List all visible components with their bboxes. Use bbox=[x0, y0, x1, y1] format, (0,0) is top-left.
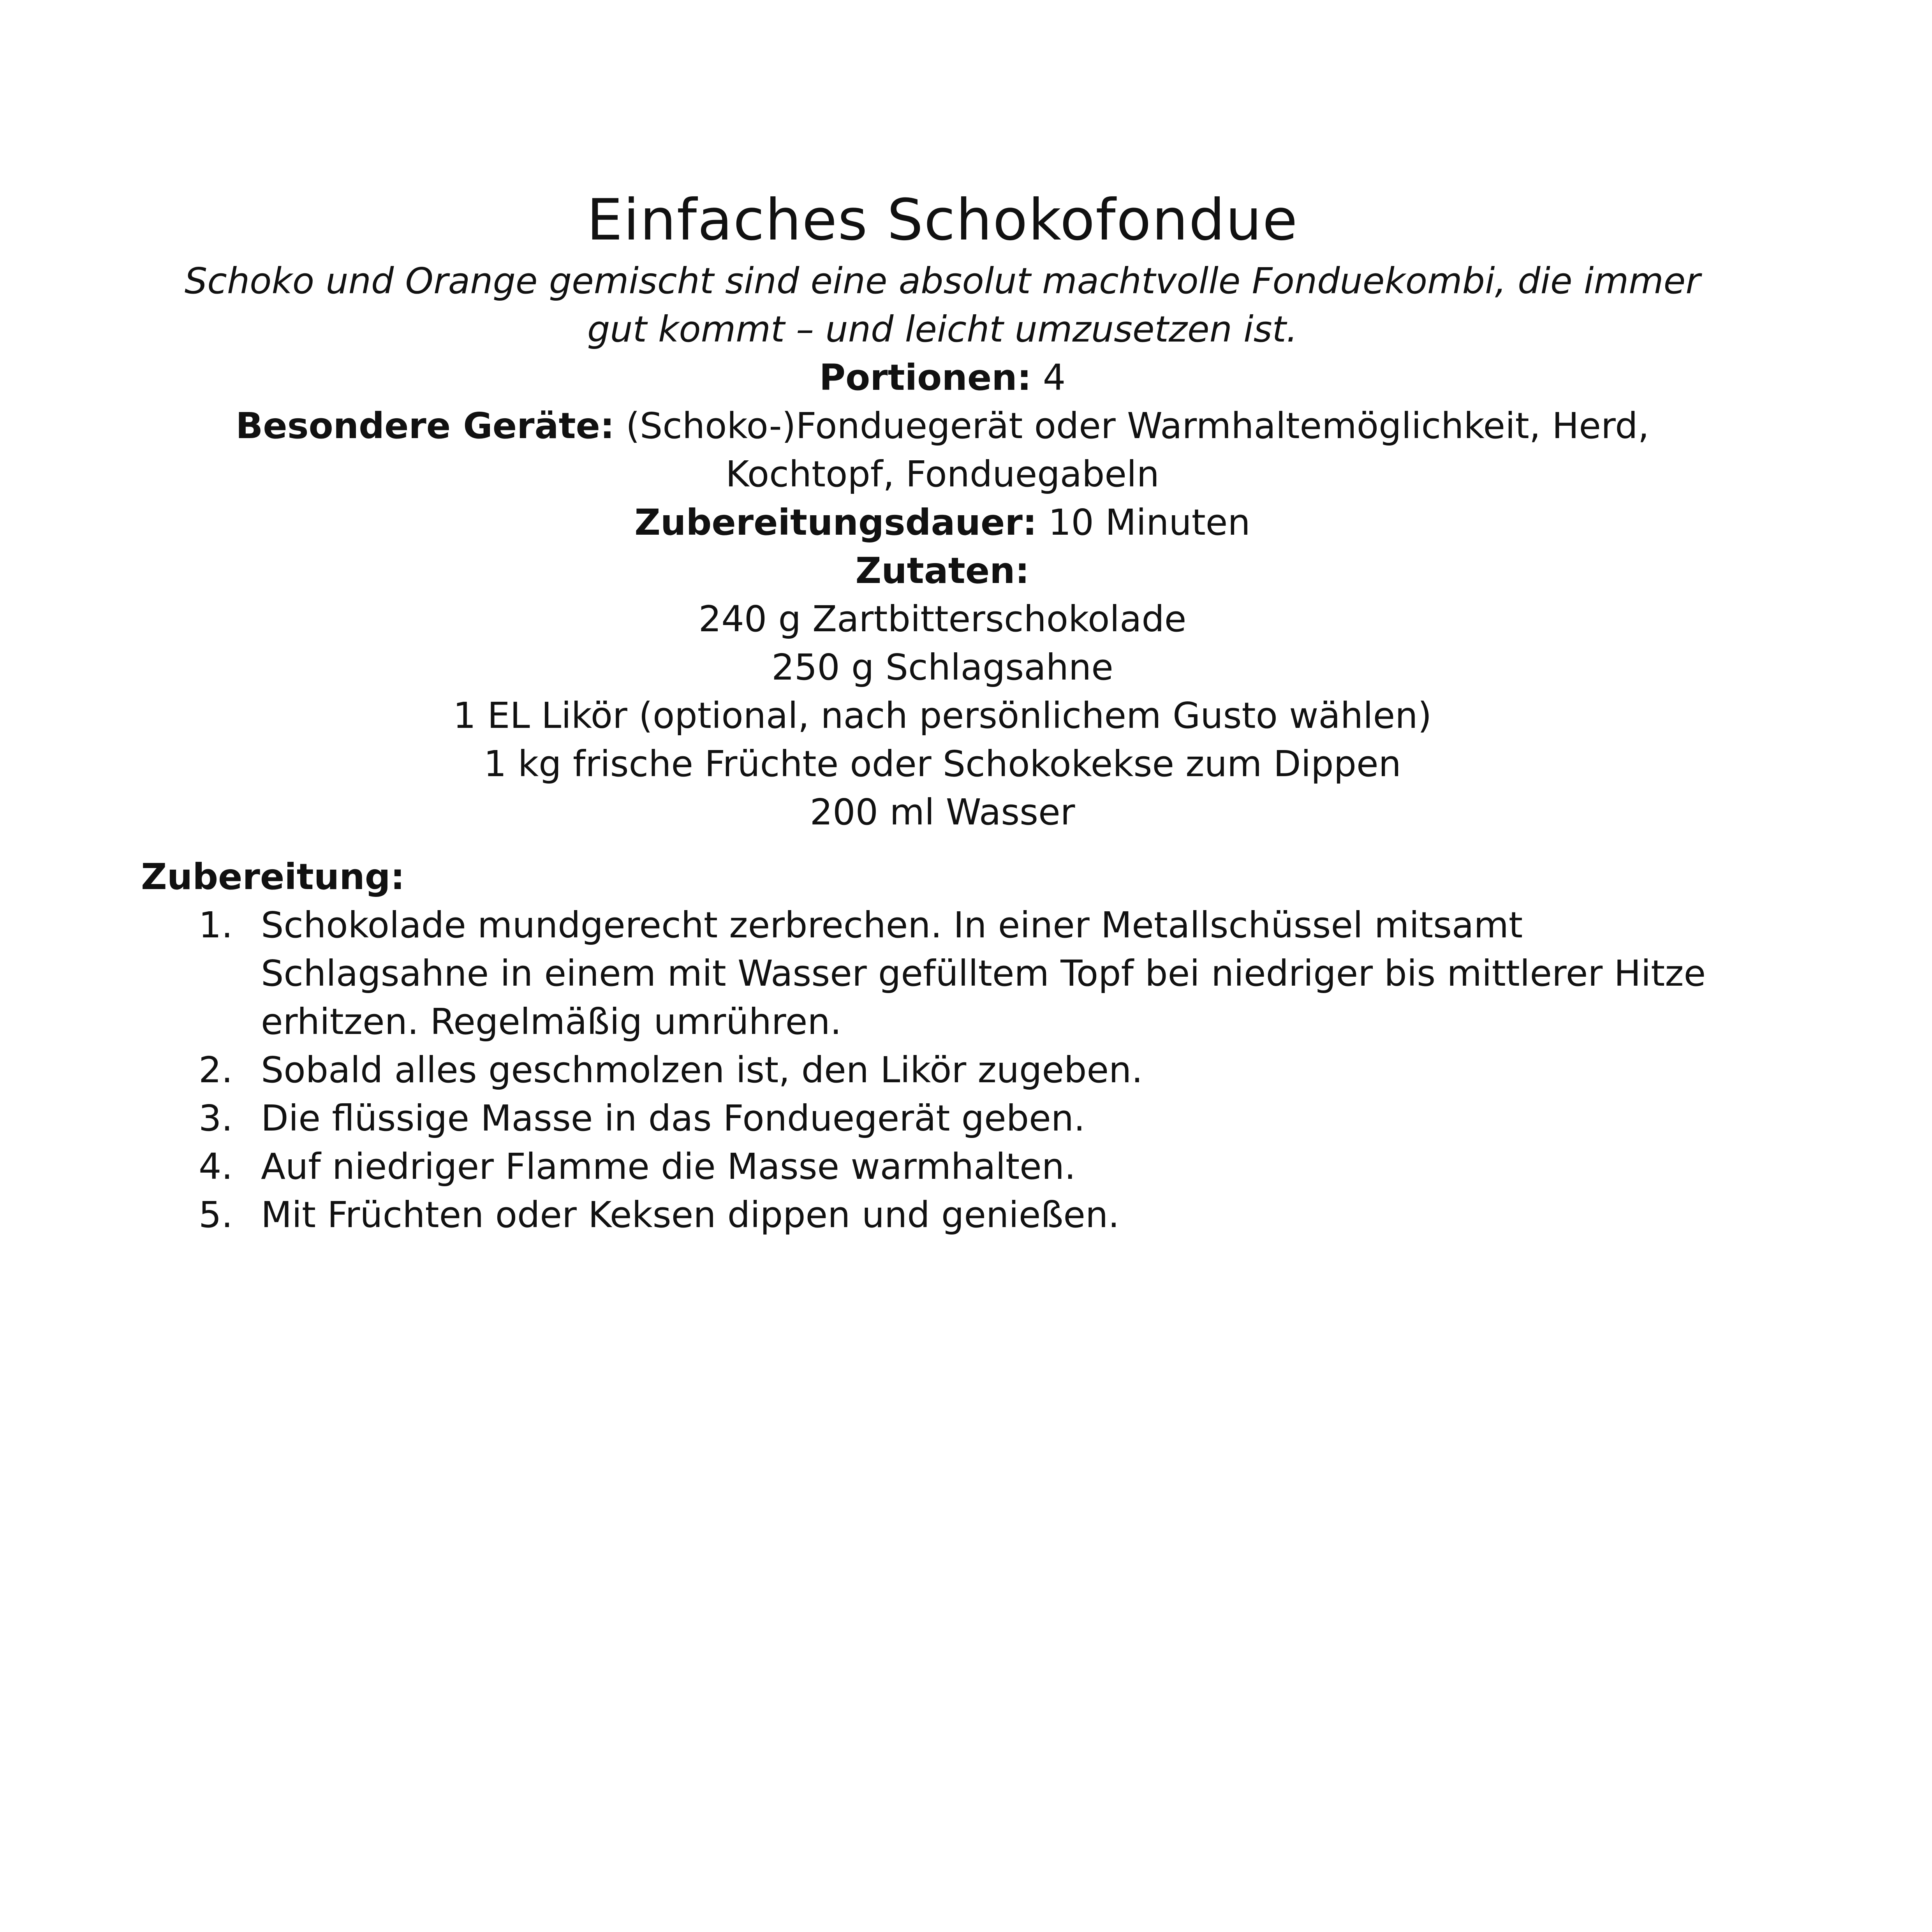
duration-line bbox=[164, 498, 1721, 547]
equipment-value: (Schoko-)Fonduegerät oder Warmhaltemöglichkeit, Herd, Kochtopf, Fonduegabeln bbox=[625, 405, 1649, 495]
duration-label: Zubereitungsdauer: bbox=[634, 502, 1037, 543]
step-text: Schokolade mundgerecht zerbrechen. In einer Metallschüssel mitsamt Schlagsahne in einem mit Wasser gefülltem Topf bei niedriger bis mittlerer Hitze erhitzen. Regelmäßig umrühren. bbox=[261, 904, 1706, 1043]
portions-line bbox=[164, 354, 1721, 402]
step-number: 5. bbox=[199, 1194, 233, 1236]
ingredients-list bbox=[164, 595, 1721, 837]
step-item bbox=[191, 901, 1710, 1046]
step-text: Mit Früchten oder Keksen dippen und genießen. bbox=[261, 1194, 1120, 1236]
step-text: Auf niedriger Flamme die Masse warmhalten. bbox=[261, 1146, 1076, 1187]
step-number: 3. bbox=[199, 1097, 233, 1139]
recipe-title: Einfaches Schokofondue bbox=[586, 187, 1298, 253]
step-item bbox=[191, 1143, 1710, 1191]
step-text: Sobald alles geschmolzen ist, den Likör zugeben. bbox=[261, 1049, 1143, 1091]
recipe-intro: Schoko und Orange gemischt sind eine absolut machtvolle Fonduekombi, die immer gut kommt – und leicht umzusetzen ist. bbox=[184, 260, 1701, 350]
ingredient-item: 200 ml Wasser bbox=[810, 791, 1075, 833]
step-item bbox=[191, 1046, 1710, 1094]
equipment-line bbox=[164, 402, 1721, 498]
ingredient-item: 1 kg frische Früchte oder Schokokekse zum Dippen bbox=[484, 743, 1401, 785]
ingredients-heading: Zutaten: bbox=[855, 550, 1030, 592]
recipe-header bbox=[164, 183, 1721, 837]
step-item bbox=[191, 1094, 1710, 1143]
preparation-steps bbox=[191, 901, 1710, 1239]
duration-value: 10 Minuten bbox=[1048, 502, 1250, 543]
step-number: 2. bbox=[199, 1049, 233, 1091]
ingredient-item: 240 g Zartbitterschokolade bbox=[698, 598, 1187, 640]
portions-value: 4 bbox=[1043, 357, 1066, 398]
equipment-label: Besondere Geräte: bbox=[236, 405, 615, 447]
ingredient-item: 250 g Schlagsahne bbox=[771, 646, 1113, 688]
step-item bbox=[191, 1191, 1710, 1239]
step-number: 1. bbox=[199, 904, 233, 946]
portions-label: Portionen: bbox=[819, 357, 1032, 398]
step-text: Die flüssige Masse in das Fonduegerät geben. bbox=[261, 1097, 1085, 1139]
preparation-heading: Zubereitung: bbox=[141, 856, 405, 898]
ingredient-item: 1 EL Likör (optional, nach persönlichem Gusto wählen) bbox=[453, 695, 1432, 736]
step-number: 4. bbox=[199, 1146, 233, 1187]
